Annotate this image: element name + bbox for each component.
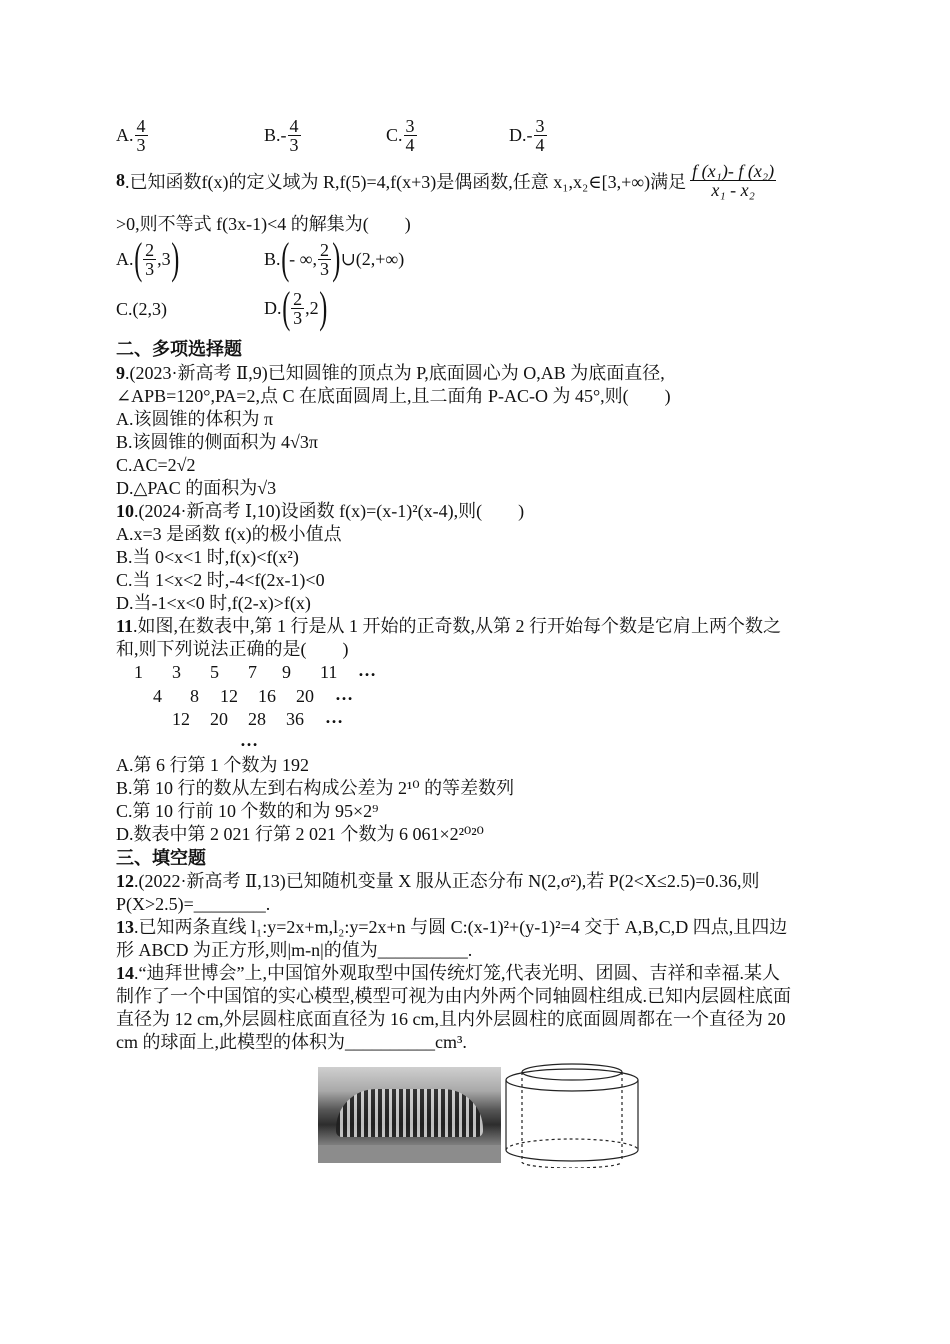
q7-option-d: D.- $\frac{3}{4}$: [509, 116, 545, 155]
q14-stem-line3: 直径为 12 cm,外层圆柱底面直径为 16 cm,且内外层圆柱的底面圆周都在一个直径为 20: [116, 1009, 786, 1029]
q14-stem-line2: 制作了一个中国馆的实心模型,模型可视为由内外两个同轴圆柱组成.已知内层圆柱底面: [116, 986, 791, 1006]
table-cell: 3: [172, 662, 181, 682]
q14-stem-line4: cm 的球面上,此模型的体积为__________cm³.: [116, 1032, 467, 1052]
table-cell: 9: [282, 662, 291, 682]
q13-stem: 13.已知两条直线 l₁:y=2x+m,l₂:y=2x+n 与圆 C:(x-1)²+(y-1)²=4 交于 A,B,C,D 四点,且四边: [116, 917, 788, 937]
table-cell: …: [358, 660, 376, 680]
q11-stem: 11.如图,在数表中,第 1 行是从 1 开始的正奇数,从第 2 行开始每个数是它肩上两个数之: [116, 616, 782, 636]
china-pavilion-photo: [318, 1067, 501, 1163]
q9-stem: 9.(2023·新高考 Ⅱ,9)已知圆锥的顶点为 P,底面圆心为 O,AB 为底面直径,: [116, 363, 665, 383]
table-cell: 28: [248, 709, 266, 729]
q7-option-b: B.- $\frac{4}{3}$: [264, 116, 299, 155]
section-heading: 二、多项选择题: [116, 339, 242, 359]
table-cell: …: [240, 730, 258, 750]
table-cell: 1: [134, 662, 143, 682]
q8-stem-line2: >0,则不等式 f(3x-1)<4 的解集为( ): [116, 214, 411, 234]
q9-option-a: A.该圆锥的体积为 π: [116, 409, 274, 429]
q8-option-b: B. ( - ∞, $\frac{2}{3}$ ) ∪(2,+∞): [264, 234, 405, 283]
q8-option-c: C.(2,3): [116, 299, 167, 319]
table-cell: 12: [172, 709, 190, 729]
q14-stem: 14.“迪拜世博会”上,中国馆外观取型中国传统灯笼,代表光明、团圆、吉祥和幸福.某人: [116, 963, 780, 983]
q8-stem: 8 .已知函数 f(x)的定义域为 R,f(5)=4,f(x+3)是偶函数,任意 x₁,x₂∈[3,+∞)满足 $\frac{\text{f (x₁)- f (x₂)}}{\text{x₁ - x₂}}$: [116, 161, 775, 200]
table-cell: 11: [320, 662, 338, 682]
q8-option-a: A. ( $\frac{2}{3}$ ,3 ): [116, 234, 180, 283]
q11-option-a: A.第 6 行第 1 个数为 192: [116, 755, 309, 775]
q7-option-c: C. $\frac{3}{4}$: [386, 116, 415, 155]
table-cell: 7: [248, 662, 257, 682]
q12-stem-line2: P(X>2.5)=________.: [116, 894, 271, 914]
table-cell: 12: [220, 686, 238, 706]
table-cell: …: [325, 707, 343, 727]
table-cell: 20: [296, 686, 314, 706]
q10-stem: 10.(2024·新高考 Ⅰ,10)设函数 f(x)=(x-1)²(x-4),则( ): [116, 501, 525, 521]
q13-stem-line2: 形 ABCD 为正方形,则|m-n|的值为__________.: [116, 940, 473, 960]
table-cell: 20: [210, 709, 228, 729]
q11-option-d: D.数表中第 2 021 行第 2 021 个数为 6 061×2²⁰²⁰: [116, 824, 484, 844]
q10-option-c: C.当 1<x<2 时,-4<f(2x-1)<0: [116, 570, 325, 590]
q11-option-c: C.第 10 行前 10 个数的和为 95×2⁹: [116, 801, 379, 821]
q10-option-d: D.当-1<x<0 时,f(2-x)>f(x): [116, 593, 311, 613]
table-cell: 36: [286, 709, 304, 729]
fraction: $\frac{4}{3}$: [136, 116, 146, 155]
table-cell: 8: [190, 686, 199, 706]
q8-option-d: D. ( $\frac{2}{3}$ ,2 ): [264, 283, 328, 332]
table-cell: …: [335, 684, 353, 704]
coaxial-cylinders-diagram: [500, 1062, 650, 1168]
q12-stem: 12.(2022·新高考 Ⅱ,13)已知随机变量 X 服从正态分布 N(2,σ²),若 P(2<X≤2.5)=0.36,则: [116, 871, 760, 891]
section-heading: 三、填空题: [116, 848, 206, 868]
table-cell: 4: [153, 686, 162, 706]
q10-option-b: B.当 0<x<1 时,f(x)<f(x²): [116, 547, 299, 567]
q9-option-d: D.△PAC 的面积为√3: [116, 478, 277, 498]
q11-stem-line2: 和,则下列说法正确的是( ): [116, 639, 349, 659]
table-cell: 16: [258, 686, 276, 706]
q9-option-c: C.AC=2√2: [116, 455, 196, 475]
table-cell: 5: [210, 662, 219, 682]
q9-option-b: B.该圆锥的侧面积为 4√3π: [116, 432, 318, 452]
q7-option-a: A. $\frac{4}{3}$: [116, 116, 146, 155]
q10-option-a: A.x=3 是函数 f(x)的极小值点: [116, 524, 342, 544]
q9-stem-line2: ∠APB=120°,PA=2,点 C 在底面圆周上,且二面角 P-AC-O 为 45°,则( ): [116, 386, 671, 406]
q11-option-b: B.第 10 行的数从左到右构成公差为 2¹⁰ 的等差数列: [116, 778, 515, 798]
